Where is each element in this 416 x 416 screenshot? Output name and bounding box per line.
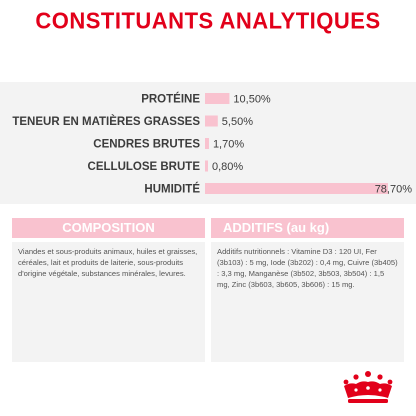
page-title: CONSTITUANTS ANALYTIQUES — [35, 7, 381, 34]
category-label: HUMIDITÉ — [144, 183, 200, 196]
crown-logo-icon — [338, 368, 398, 406]
value-label: 0,80% — [212, 161, 244, 173]
category-label: TENEUR EN MATIÈRES GRASSES — [12, 116, 200, 128]
composition-text: Viandes et sous-produits animaux, huiles et graisses, céréales, lait et produits de laiterie, sous-produits d'origine végétale, substances minérales, levures. — [12, 242, 205, 362]
bar — [205, 138, 209, 149]
value-label: 5,50% — [221, 116, 253, 128]
bar — [205, 161, 208, 172]
additifs-heading: ADDITIFS (au kg) — [211, 218, 404, 238]
bar — [205, 116, 218, 127]
value-label: 1,70% — [212, 138, 245, 151]
composition-heading: COMPOSITION — [12, 218, 205, 238]
additifs-text: Additifs nutritionnels : Vitamine D3 : 120 UI, Fer (3b103) : 5 mg, Iode (3b202) : 0,4 mg, Cuivre (3b405) : 3,3 mg, Manganèse (3b502, 3b503, 3b504) : 1,5 mg, Zinc (3b603, 3b605, 3b606) : 15 mg. — [211, 242, 404, 362]
analytics-bar-chart — [0, 82, 416, 204]
value-label: 78,70% — [374, 183, 412, 196]
category-label: CENDRES BRUTES — [93, 138, 200, 151]
value-label: 10,50% — [233, 93, 271, 106]
bar — [205, 183, 388, 194]
category-label: CELLULOSE BRUTE — [87, 161, 200, 173]
bar — [205, 93, 229, 104]
category-label: PROTÉINE — [141, 93, 200, 106]
